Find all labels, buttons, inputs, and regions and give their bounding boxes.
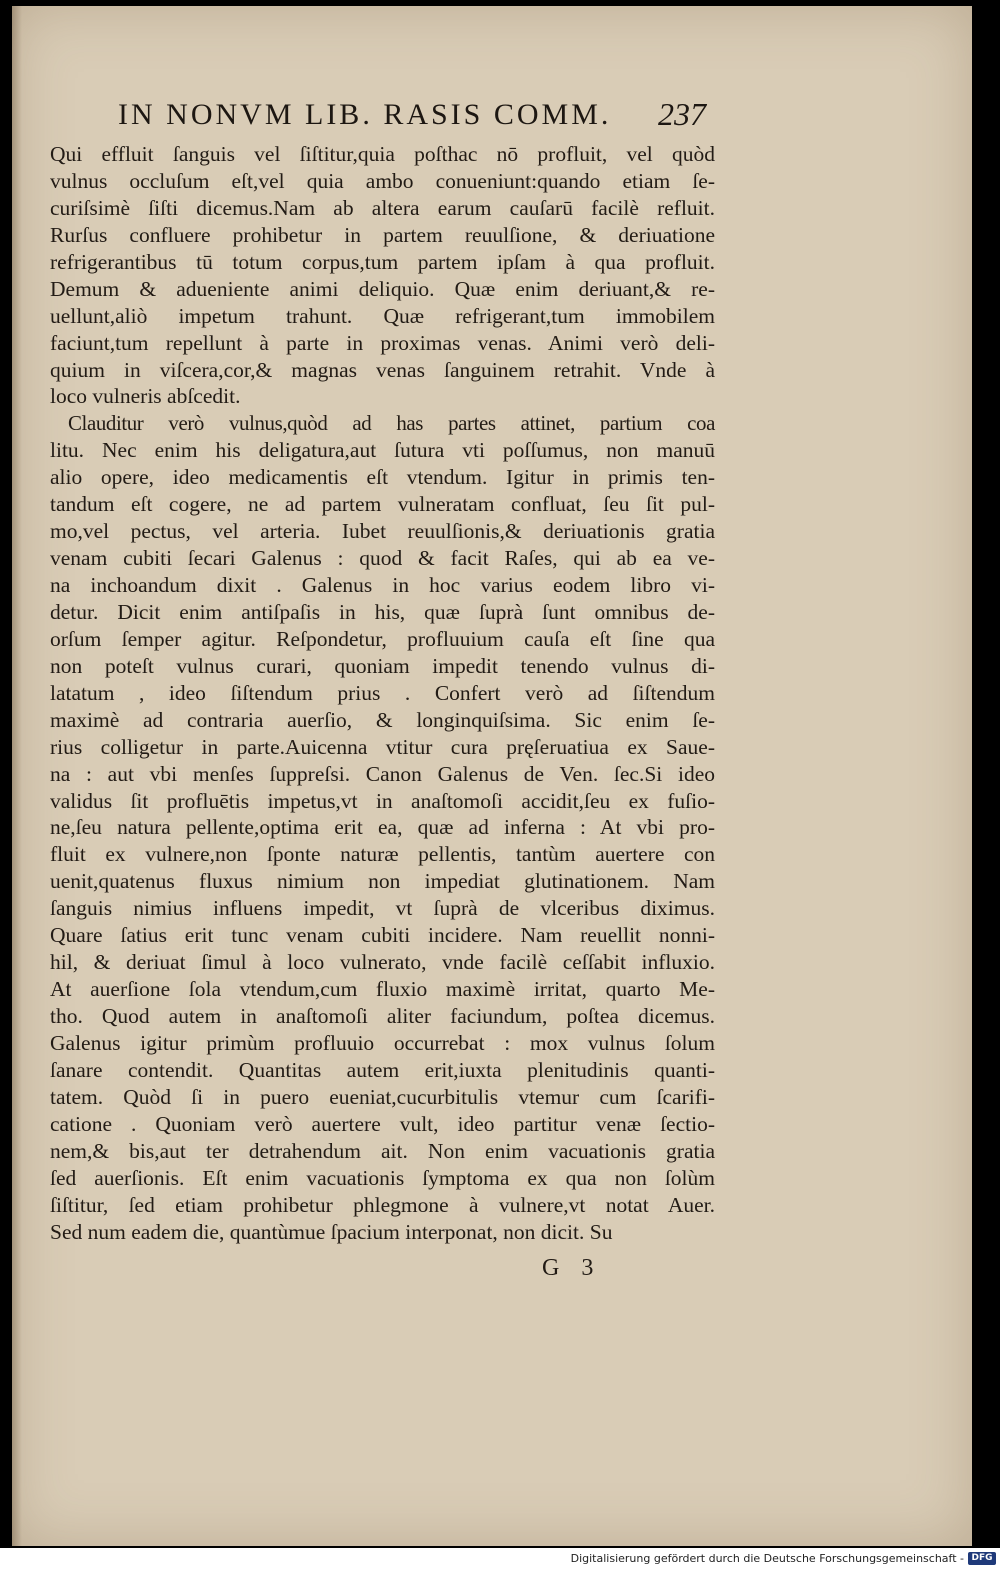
text-line: fluit ex vulnere,non ſponte naturæ pellentis, tantùm auertere con <box>50 842 715 867</box>
text-line: ſanguis nimius influens impedit, vt ſuprà de vlceribus diximus. <box>50 896 715 921</box>
text-line: tho. Quod autem in anaſtomoſi aliter faciundum, poſtea dicemus. <box>50 1004 715 1028</box>
text-line: maximè ad contraria auerſio, & longinquiſsima. Sic enim ſe- <box>50 707 715 732</box>
text-line: ſed auerſionis. Eſt enim vacuationis ſymptoma ex qua non ſolùm <box>50 1165 715 1190</box>
text-line: refrigerantibus tū totum corpus,tum partem ipſam à qua profluit. <box>50 249 715 274</box>
text-line: tatem. Quòd ſi in puero eueniat,cucurbitulis vtemur cum ſcarifi- <box>50 1084 715 1109</box>
text-line: Sed num eadem die, quantùmue ſpacium interponat, non dicit. Su <box>50 1219 613 1244</box>
text-line: mo,vel pectus, vel arteria. Iubet reuulſionis,& deriuationis gratia <box>50 519 715 544</box>
text-line: litu. Nec enim his deligatura,aut ſutura vti poſſumus, non manuū <box>50 438 715 463</box>
text-line: ſanare contendit. Quantitas autem erit,iuxta plenitudinis quanti- <box>50 1057 715 1082</box>
text-line: Quare ſatius erit tunc venam cubiti incidere. Nam reuellit nonni- <box>50 923 715 948</box>
running-title: IN NONVM LIB. RASIS COMM. <box>118 98 612 131</box>
text-line: quium in viſcera,cor,& magnas venas ſanguinem retrahit. Vnde à <box>50 357 715 382</box>
running-head <box>118 98 718 138</box>
page-gutter-shadow <box>12 6 22 1546</box>
text-line: Galenus igitur primùm profluuio occurrebat : mox vulnus ſolum <box>50 1030 715 1055</box>
text-line: loco vulneris abſcedit. <box>50 384 241 409</box>
signature-mark: G 3 <box>542 1255 602 1281</box>
text-line: latatum , ideo ſiſtendum prius . Confert verò ad ſiſtendum <box>50 680 715 705</box>
text-line: tandum eſt cogere, ne ad partem vulneratam confluat, ſeu ſit pul- <box>50 492 715 517</box>
text-line: catione . Quoniam verò auertere vult, ideo partitur venæ ſectio- <box>50 1111 715 1136</box>
text-line: hil, & deriuat ſimul à loco vulnerato, vnde facilè ceſſabit influxio. <box>50 950 715 975</box>
text-line: curiſsimè ſiſti dicemus.Nam ab altera earum cauſarū facilè refluit. <box>50 195 715 220</box>
text-line: uellunt,aliò impetum trahunt. Quæ refrigerant,tum immobilem <box>50 303 715 328</box>
text-line: At auerſione ſola vtendum,cum fluxio maximè irritat, quarto Me- <box>50 977 715 1002</box>
text-line: validus ſit profluētis impetus,vt in anaſtomoſi accidit,ſeu ex fuſio- <box>50 788 715 813</box>
text-line: rius colligetur in parte.Auicenna vtitur cura pręſeruatiua ex Saue- <box>50 734 715 759</box>
text-line: venam cubiti ſecari Galenus : quod & facit Raſes, qui ab ea ve- <box>50 546 715 571</box>
text-line: detur. Dicit enim antiſpaſis in his, quæ ſuprà ſunt omnibus de- <box>50 599 715 624</box>
dfg-logo: DFG <box>968 1552 996 1565</box>
text-line: vulnus occluſum eſt,vel quia ambo conueniunt:quando etiam ſe- <box>50 168 715 193</box>
text-line: non poteſt vulnus curari, quoniam impedit tenendo vulnus di- <box>50 653 715 678</box>
text-line: faciunt,tum repellunt à parte in proximas venas. Animi verò deli- <box>50 330 715 355</box>
text-line: Clauditur verò vulnus,quòd ad has partes attinet, partium coa <box>68 411 715 436</box>
text-line: orſum ſemper agitur. Reſpondetur, profluuium cauſa eſt ſine qua <box>50 626 715 651</box>
text-line: alio opere, ideo medicamentis eſt vtendum. Igitur in primis ten- <box>50 465 715 490</box>
text-line: ſiſtitur, ſed etiam prohibetur phlegmone à vulnere,vt notat Auer. <box>50 1192 715 1217</box>
text-line: Rurſus confluere prohibetur in partem reuulſione, & deriuatione <box>50 222 715 247</box>
text-line: Qui effluit ſanguis vel ſiſtitur,quia poſthac nō profluit, vel quòd <box>50 142 715 166</box>
text-line: na inchoandum dixit . Galenus in hoc varius eodem libro vi- <box>50 573 715 597</box>
text-line: ne,ſeu natura pellente,optima erit ea, quæ ad inferna : At vbi pro- <box>50 815 715 840</box>
text-line: na : aut vbi menſes ſuppreſsi. Canon Galenus de Ven. ſec.Si ideo <box>50 761 715 786</box>
funding-credit: Digitalisierung gefördert durch die Deutsche Forschungsgemeinschaft - <box>570 1552 964 1565</box>
page-number: 237 <box>658 96 706 132</box>
text-line: nem,& bis,aut ter detrahendum ait. Non enim vacuationis gratia <box>50 1138 715 1163</box>
body-text <box>50 141 715 1245</box>
text-line: Demum & adueniente animi deliquio. Quæ enim deriuant,& re- <box>50 276 715 301</box>
text-line: uenit,quatenus fluxus nimium non impediat glutinationem. Nam <box>50 869 715 894</box>
